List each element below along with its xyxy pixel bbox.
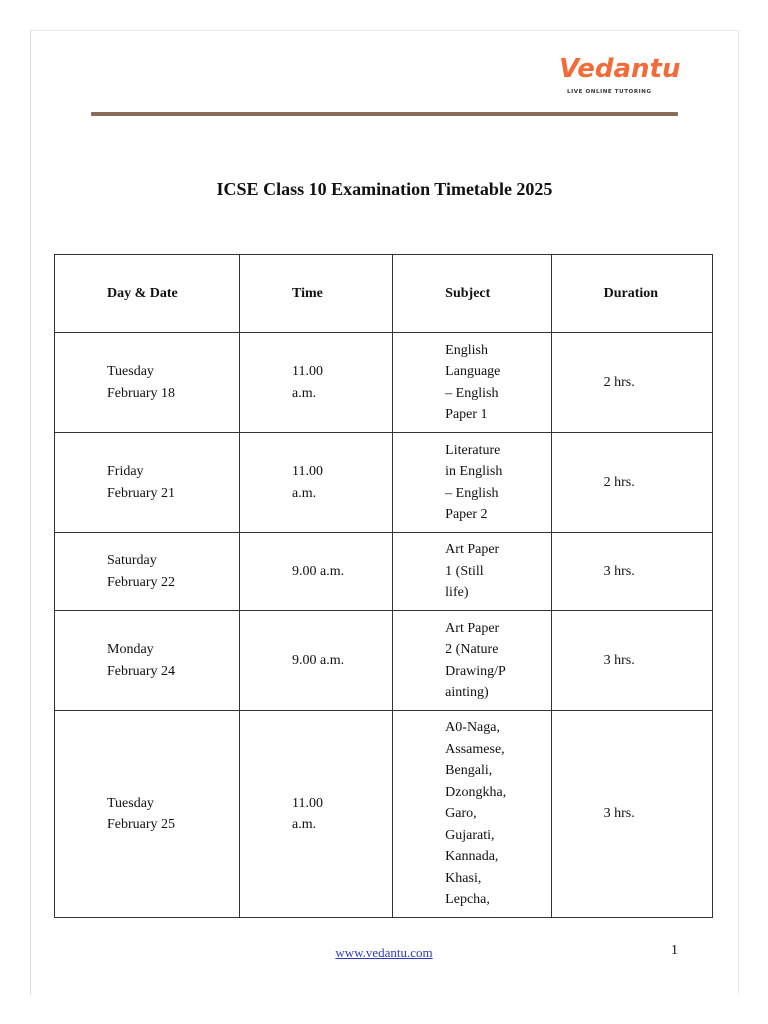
header-subject: Subject [393,255,551,333]
cell-duration: 3 hrs. [551,711,712,918]
table-header-row [55,255,713,333]
cell-day: Monday February 24 [55,611,240,711]
cell-subject: Art Paper 1 (Still life) [393,533,551,611]
cell-day: Tuesday February 25 [55,711,240,918]
header-day-date: Day & Date [55,255,240,333]
vedantu-logo [559,53,679,103]
cell-time: 11.00 a.m. [240,333,393,433]
table-row [55,533,713,611]
cell-duration: 2 hrs. [551,433,712,533]
header-divider [91,112,678,116]
page-number: 1 [671,943,678,958]
cell-time: 9.00 a.m. [240,611,393,711]
cell-subject: A0-Naga, Assamese, Bengali, Dzongkha, Garo, Gujarati, Kannada, Khasi, Lepcha, [393,711,551,918]
cell-subject: Art Paper 2 (Nature Drawing/P ainting) [393,611,551,711]
table-row [55,433,713,533]
cell-day: Friday February 21 [55,433,240,533]
header-duration: Duration [551,255,712,333]
timetable [54,254,713,918]
table-row [55,611,713,711]
cell-day: Saturday February 22 [55,533,240,611]
table-row [55,333,713,433]
cell-subject: English Language – English Paper 1 [393,333,551,433]
logo-brand: Vedantu [559,54,681,84]
cell-time: 11.00 a.m. [240,433,393,533]
cell-time: 11.00 a.m. [240,711,393,918]
cell-duration: 3 hrs. [551,533,712,611]
page-title: ICSE Class 10 Examination Timetable 2025 [216,179,553,199]
cell-duration: 3 hrs. [551,611,712,711]
document-page [30,30,739,995]
header-time: Time [240,255,393,333]
cell-time: 9.00 a.m. [240,533,393,611]
cell-day: Tuesday February 18 [55,333,240,433]
cell-duration: 2 hrs. [551,333,712,433]
footer-website-link[interactable]: www.vedantu.com [335,945,433,960]
logo-tagline: LIVE ONLINE TUTORING [567,89,652,95]
table-row [55,711,713,918]
cell-subject: Literature in English – English Paper 2 [393,433,551,533]
